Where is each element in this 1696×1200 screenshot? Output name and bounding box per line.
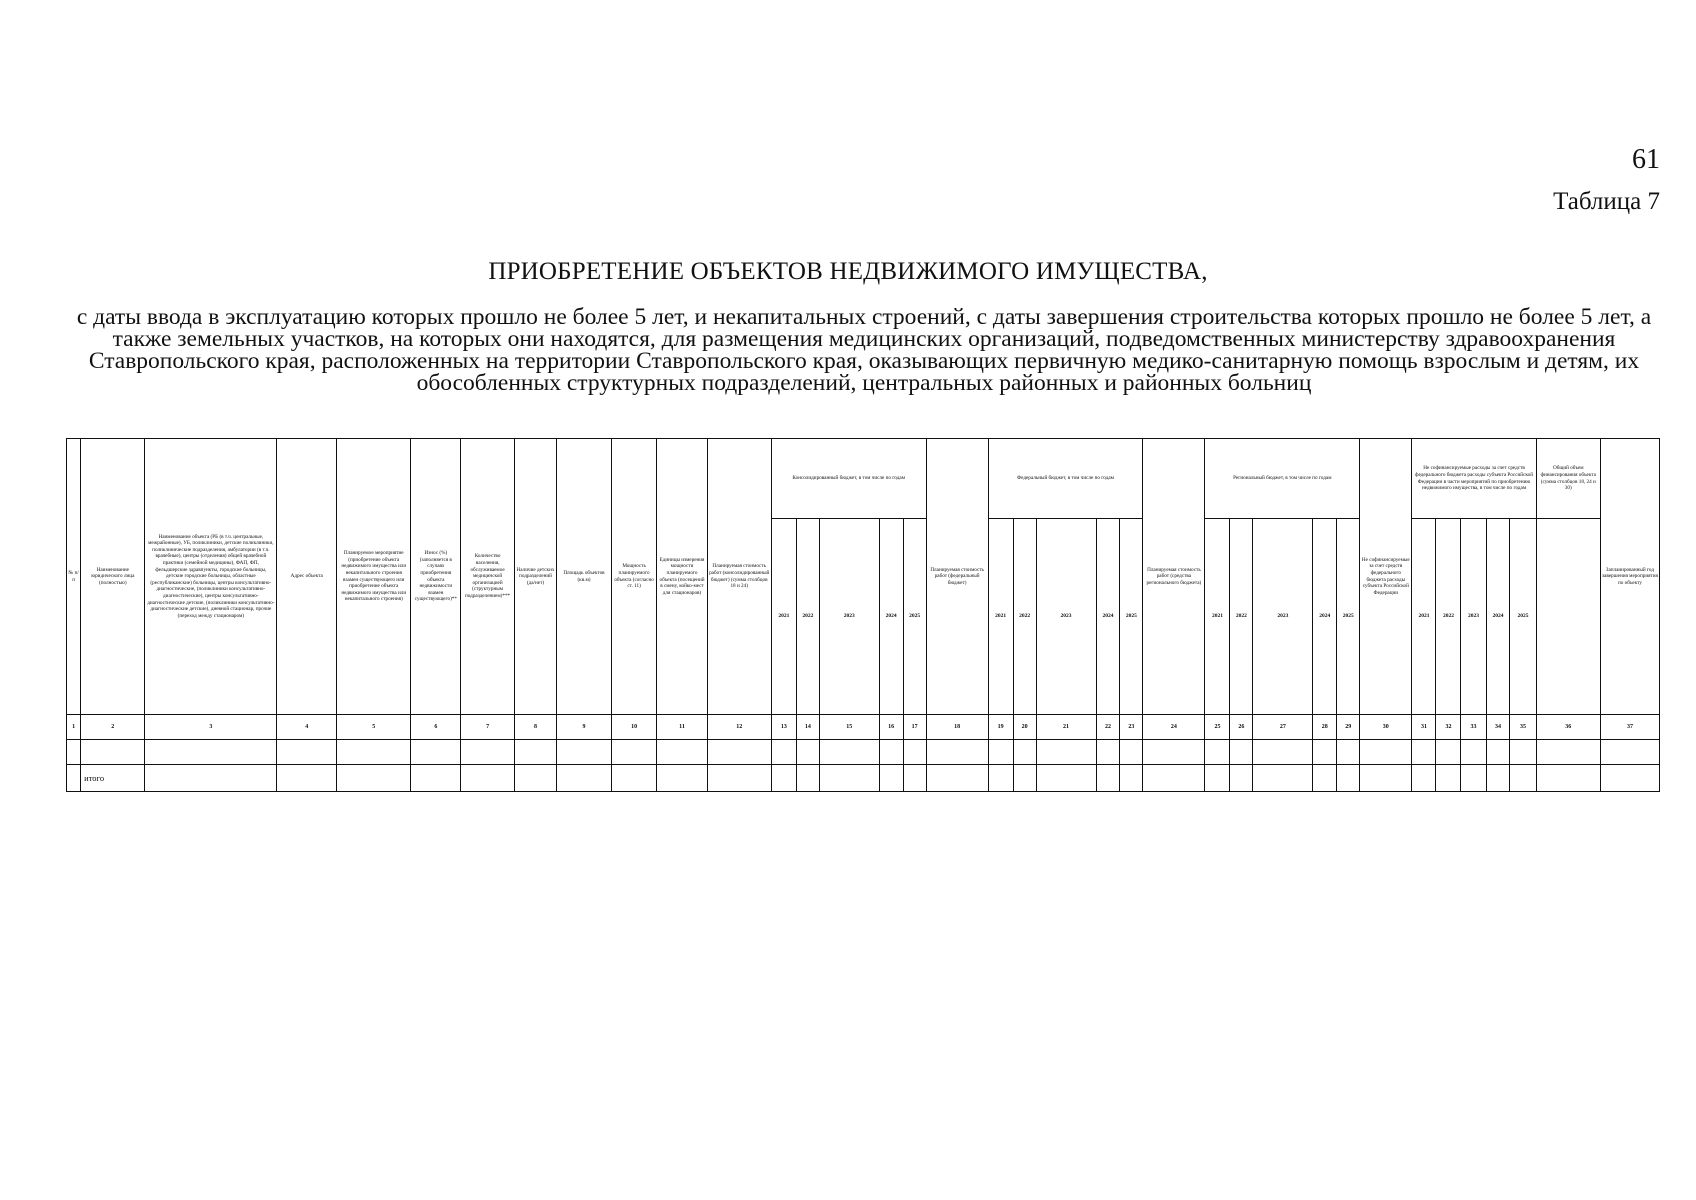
table-cell bbox=[1096, 740, 1120, 765]
table-row-total bbox=[67, 765, 1660, 792]
table-cell bbox=[1536, 765, 1600, 792]
table-cell bbox=[903, 765, 926, 792]
header-cell: Планируемое мероприятие (приобретение объекта недвижимого имущества или некапитального строения взамен существующего или приобретение объекта недвижимого имущества или некапитального строения) bbox=[337, 439, 411, 715]
year-cell: 2023 bbox=[1253, 519, 1313, 715]
table-cell bbox=[1337, 740, 1360, 765]
table-cell bbox=[611, 740, 657, 765]
table-cell bbox=[1510, 765, 1536, 792]
column-number: 19 bbox=[988, 715, 1013, 740]
header-group-consolidated: Консолидированный бюджет, в том числе по годам bbox=[771, 439, 926, 519]
header-cell: № п/п bbox=[67, 439, 81, 715]
column-number: 37 bbox=[1600, 715, 1659, 740]
column-number: 29 bbox=[1337, 715, 1360, 740]
table-label: Таблица 7 bbox=[1553, 188, 1660, 215]
header-cell: Планируемая стоимость работ (средства регионального бюджета) bbox=[1143, 439, 1205, 715]
column-number: 2 bbox=[81, 715, 145, 740]
table-cell bbox=[1205, 765, 1230, 792]
table-cell bbox=[1313, 740, 1337, 765]
header-cell: Износ (%) (заполняется в случаях приобретения объекта недвижимости взамен существующего)** bbox=[411, 439, 461, 715]
table-cell bbox=[277, 740, 337, 765]
table-cell bbox=[67, 765, 81, 792]
year-cell: 2022 bbox=[1013, 519, 1036, 715]
year-cell: 2023 bbox=[1036, 519, 1096, 715]
year-cell: 2021 bbox=[1205, 519, 1230, 715]
table-cell bbox=[926, 765, 988, 792]
column-number: 4 bbox=[277, 715, 337, 740]
table-cell bbox=[1253, 740, 1313, 765]
total-label: итого bbox=[81, 765, 145, 792]
column-number: 17 bbox=[903, 715, 926, 740]
table-cell bbox=[796, 740, 819, 765]
table-cell bbox=[926, 740, 988, 765]
table-cell bbox=[1360, 765, 1412, 792]
year-cell: 2025 bbox=[903, 519, 926, 715]
table-cell bbox=[819, 740, 879, 765]
table-cell bbox=[1143, 740, 1205, 765]
table-cell bbox=[707, 765, 771, 792]
year-cell: 2022 bbox=[1436, 519, 1461, 715]
table-cell bbox=[411, 765, 461, 792]
table-cell bbox=[903, 740, 926, 765]
header-cell: Общий объем финансирования объекта (сумма столбцов 18, 24 и 30) bbox=[1536, 439, 1600, 519]
table-cell bbox=[988, 765, 1013, 792]
column-number: 5 bbox=[337, 715, 411, 740]
table-cell bbox=[1036, 740, 1096, 765]
table-cell bbox=[1486, 765, 1510, 792]
table-cell bbox=[1096, 765, 1120, 792]
table-cell bbox=[1600, 765, 1659, 792]
column-number: 28 bbox=[1313, 715, 1337, 740]
year-cell: 2021 bbox=[988, 519, 1013, 715]
table-cell bbox=[557, 740, 611, 765]
table-cell bbox=[1461, 740, 1486, 765]
year-cell: 2024 bbox=[879, 519, 903, 715]
column-number: 6 bbox=[411, 715, 461, 740]
table-cell bbox=[1205, 740, 1230, 765]
table-cell bbox=[879, 740, 903, 765]
header-row-groups bbox=[67, 439, 1660, 519]
header-cell: Наименование объекта (РБ (в т.ч. центральные, межрайонные), УБ, поликлиники, детские поликлиники, поликлинические подразделения, амбулатории (в т.ч. врачебные), центры (отделения) общей врачебной практики (семейной медицины), ФАП, ФП, фельдшерские здравпункты, городские больницы, детские городские больницы, областные (республиканские) больницы, центры консультативно-диагностические, (поликлиники консультативно-диагностические), центры консультативно-диагностические детские, (поликлиники консультативно-диагностические детские), дневной стационар, прочие (переход между стационаром) bbox=[145, 439, 277, 715]
table-cell bbox=[657, 740, 707, 765]
header-group-regional: Региональный бюджет, в том числе по годам bbox=[1205, 439, 1360, 519]
table-cell bbox=[461, 740, 514, 765]
acquisition-table bbox=[66, 438, 1660, 792]
header-cell: Площадь объектов (кв.м) bbox=[557, 439, 611, 715]
empty-header-cell bbox=[1536, 519, 1600, 715]
column-number: 14 bbox=[796, 715, 819, 740]
column-number: 22 bbox=[1096, 715, 1120, 740]
header-group-nonco: Не софинансируемые расходы за счет средств федерального бюджета расходы субъекта Российской Федерации в части мероприятий по приобретению недвижимого имущества, в том числе по годам bbox=[1412, 439, 1536, 519]
year-cell: 2025 bbox=[1510, 519, 1536, 715]
header-cell: Не софинансируемые за счет средств федерального бюджета расходы субъекта Российской Федерации bbox=[1360, 439, 1412, 715]
column-number: 13 bbox=[771, 715, 796, 740]
document-subtitle: с даты ввода в эксплуатацию которых прошло не более 5 лет, и некапитальных строений, с даты завершения строительства которых прошло не более 5 лет, а также земельных участков, на которых они находятся, для размещения медицинских организаций, подведомственных министерству здравоохранения Ставропольского края, расположенных на территории Ставропольского края, оказывающих первичную медико-санитарную помощь взрослым и детям, их обособленных структурных подразделений, центральных районных и районных больниц bbox=[76, 304, 1652, 396]
header-cell: Адрес объекта bbox=[277, 439, 337, 715]
table-cell bbox=[557, 765, 611, 792]
table-cell bbox=[1013, 765, 1036, 792]
table-cell bbox=[1036, 765, 1096, 792]
column-number: 36 bbox=[1536, 715, 1600, 740]
header-cell: Мощность планируемого объекта (согласно ст. 11) bbox=[611, 439, 657, 715]
table-cell bbox=[514, 740, 556, 765]
column-number: 27 bbox=[1253, 715, 1313, 740]
column-number: 23 bbox=[1120, 715, 1143, 740]
column-number: 33 bbox=[1461, 715, 1486, 740]
column-number: 26 bbox=[1230, 715, 1253, 740]
table-cell bbox=[771, 740, 796, 765]
column-number: 35 bbox=[1510, 715, 1536, 740]
table-cell bbox=[611, 765, 657, 792]
year-cell: 2025 bbox=[1337, 519, 1360, 715]
table-cell bbox=[707, 740, 771, 765]
table-row-blank bbox=[67, 740, 1660, 765]
table-cell bbox=[1412, 740, 1436, 765]
table-cell bbox=[145, 740, 277, 765]
column-number: 9 bbox=[557, 715, 611, 740]
table-cell bbox=[67, 740, 81, 765]
table-cell bbox=[1436, 765, 1461, 792]
header-group-federal: Федеральный бюджет, в том числе по годам bbox=[988, 439, 1143, 519]
table-cell bbox=[1600, 740, 1659, 765]
table-cell bbox=[1230, 765, 1253, 792]
table-cell bbox=[1313, 765, 1337, 792]
table-cell bbox=[277, 765, 337, 792]
header-cell: Единицы измерения мощности планируемого объекта (посещений в смену, койко-мест для стационаров) bbox=[657, 439, 707, 715]
table-cell bbox=[145, 765, 277, 792]
column-number: 31 bbox=[1412, 715, 1436, 740]
table-cell bbox=[1461, 765, 1486, 792]
header-cell: Планируемая стоимость работ (консолидированный бюджет) (сумма столбцов 18 и 24) bbox=[707, 439, 771, 715]
header-cell: Количество населения, обслуживаемое медицинской организацией (структурным подразделением)*** bbox=[461, 439, 514, 715]
column-number: 20 bbox=[1013, 715, 1036, 740]
table-cell bbox=[1360, 740, 1412, 765]
table-cell bbox=[81, 740, 145, 765]
table-cell bbox=[337, 765, 411, 792]
column-number: 32 bbox=[1436, 715, 1461, 740]
table-cell bbox=[411, 740, 461, 765]
table-cell bbox=[796, 765, 819, 792]
year-cell: 2022 bbox=[796, 519, 819, 715]
table-cell bbox=[514, 765, 556, 792]
table-cell bbox=[1143, 765, 1205, 792]
table-cell bbox=[1436, 740, 1461, 765]
page-number: 61 bbox=[1632, 144, 1660, 175]
column-number-row bbox=[67, 715, 1660, 740]
acquisition-table-container bbox=[66, 438, 1660, 792]
year-cell: 2022 bbox=[1230, 519, 1253, 715]
column-number: 10 bbox=[611, 715, 657, 740]
table-cell bbox=[1253, 765, 1313, 792]
year-cell: 2023 bbox=[819, 519, 879, 715]
column-number: 3 bbox=[145, 715, 277, 740]
column-number: 18 bbox=[926, 715, 988, 740]
header-cell: Наименование юридического лица (полностью) bbox=[81, 439, 145, 715]
table-cell bbox=[1486, 740, 1510, 765]
column-number: 7 bbox=[461, 715, 514, 740]
table-cell bbox=[988, 740, 1013, 765]
column-number: 24 bbox=[1143, 715, 1205, 740]
column-number: 12 bbox=[707, 715, 771, 740]
year-cell: 2025 bbox=[1120, 519, 1143, 715]
table-cell bbox=[1412, 765, 1436, 792]
column-number: 15 bbox=[819, 715, 879, 740]
year-cell: 2023 bbox=[1461, 519, 1486, 715]
year-cell: 2024 bbox=[1096, 519, 1120, 715]
column-number: 30 bbox=[1360, 715, 1412, 740]
table-cell bbox=[1510, 740, 1536, 765]
table-cell bbox=[1013, 740, 1036, 765]
table-cell bbox=[1230, 740, 1253, 765]
column-number: 16 bbox=[879, 715, 903, 740]
column-number: 1 bbox=[67, 715, 81, 740]
table-cell bbox=[1536, 740, 1600, 765]
header-cell: Запланированный год завершения мероприятия по объекту bbox=[1600, 439, 1659, 715]
column-number: 21 bbox=[1036, 715, 1096, 740]
column-number: 8 bbox=[514, 715, 556, 740]
year-cell: 2024 bbox=[1486, 519, 1510, 715]
table-cell bbox=[657, 765, 707, 792]
header-cell: Наличие детских подразделений (да/нет) bbox=[514, 439, 556, 715]
year-cell: 2024 bbox=[1313, 519, 1337, 715]
document-title: ПРИОБРЕТЕНИЕ ОБЪЕКТОВ НЕДВИЖИМОГО ИМУЩЕСТВА, bbox=[488, 258, 1208, 285]
table-cell bbox=[819, 765, 879, 792]
column-number: 34 bbox=[1486, 715, 1510, 740]
column-number: 11 bbox=[657, 715, 707, 740]
table-cell bbox=[1337, 765, 1360, 792]
column-number: 25 bbox=[1205, 715, 1230, 740]
table-cell bbox=[771, 765, 796, 792]
table-cell bbox=[461, 765, 514, 792]
year-cell: 2021 bbox=[771, 519, 796, 715]
table-cell bbox=[1120, 765, 1143, 792]
year-cell: 2021 bbox=[1412, 519, 1436, 715]
table-cell bbox=[879, 765, 903, 792]
table-cell bbox=[337, 740, 411, 765]
table-cell bbox=[1120, 740, 1143, 765]
header-cell: Планируемая стоимость работ (федеральный бюджет) bbox=[926, 439, 988, 715]
